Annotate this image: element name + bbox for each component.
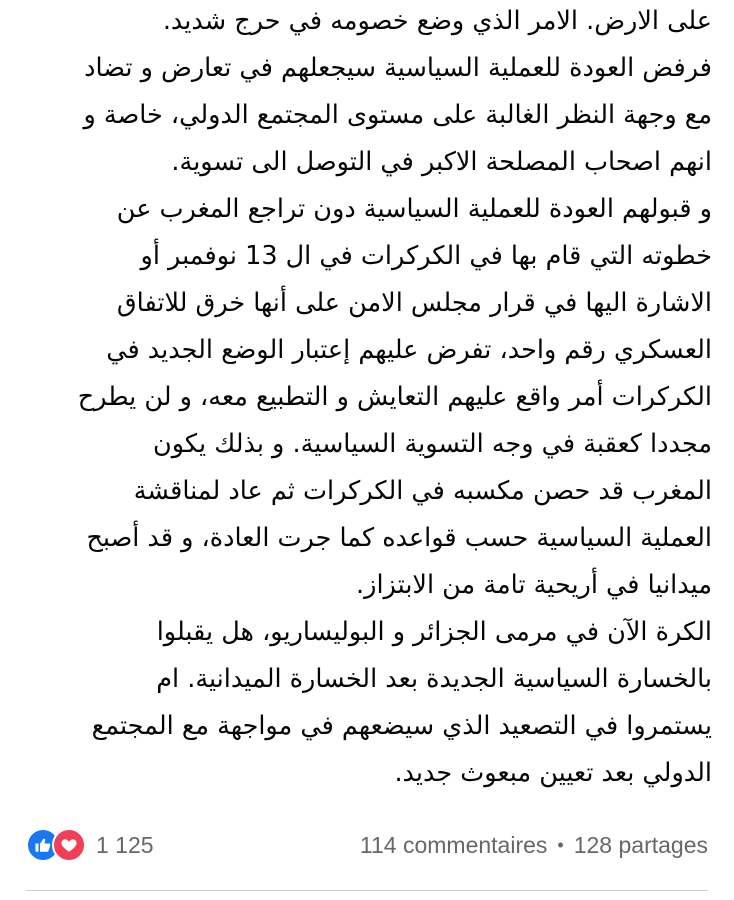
post-line: العملية السياسية حسب قواعده كما جرت العادة، و قد أصبح (86, 523, 712, 553)
post-line: الدولي بعد تعيين مبعوث جديد. (394, 758, 712, 788)
shares-count-link[interactable]: 128 partages (573, 831, 708, 858)
post-line: الكرة الآن في مرمى الجزائر و البوليساريو، هل يقبلوا (156, 617, 712, 647)
engagement-stats (360, 832, 708, 859)
love-icon (52, 828, 86, 862)
post-line: الاشارة اليها في قرار مجلس الامن على أنها خرق للاتفاق (116, 288, 712, 318)
post-line: فرفض العودة للعملية السياسية سيجعلهم في تعارض و تضاد (84, 53, 712, 83)
post-line: بالخسارة السياسية الجديدة بعد الخسارة الميدانية. ام (156, 664, 712, 694)
reactions-summary[interactable] (26, 828, 154, 862)
post-line: على الارض. الامر الذي وضع خصومه في حرج شديد. (162, 6, 712, 36)
reaction-count: 1 125 (96, 831, 154, 858)
divider (26, 890, 708, 891)
post-line: خطوته التي قام بها في الكركرات في ال 13 نوفمبر أو (140, 241, 712, 271)
post-line: و قبولهم العودة للعملية السياسية دون تراجع المغرب عن (116, 194, 712, 224)
post-line: مجددا كعقبة في وجه التسوية السياسية. و بذلك يكون (153, 429, 712, 459)
reaction-icons (26, 828, 86, 862)
post-line: مع وجهة النظر الغالبة على مستوى المجتمع الدولي، خاصة و (83, 100, 712, 130)
post-stats-bar (26, 822, 708, 868)
separator-dot: • (557, 834, 564, 855)
post-line: المغرب قد حصن مكسبه في الكركرات ثم عاد لمناقشة (133, 476, 712, 506)
post-line: ميدانيا في أريحية تامة من الابتزاز. (356, 570, 712, 600)
post-line: يستمروا في التصعيد الذي سيضعهم في مواجهة مع المجتمع (91, 711, 712, 741)
post-text (22, 0, 712, 797)
comments-count-link[interactable]: 114 commentaires (359, 831, 548, 858)
post-line: الكركرات أمر واقع عليهم التعايش و التطبيع معه، و لن يطرح (77, 382, 712, 412)
post-line: انهم اصحاب المصلحة الاكبر في التوصل الى تسوية. (171, 147, 712, 177)
post-line: العسكري رقم واحد، تفرض عليهم إعتبار الوضع الجديد في (106, 335, 712, 365)
